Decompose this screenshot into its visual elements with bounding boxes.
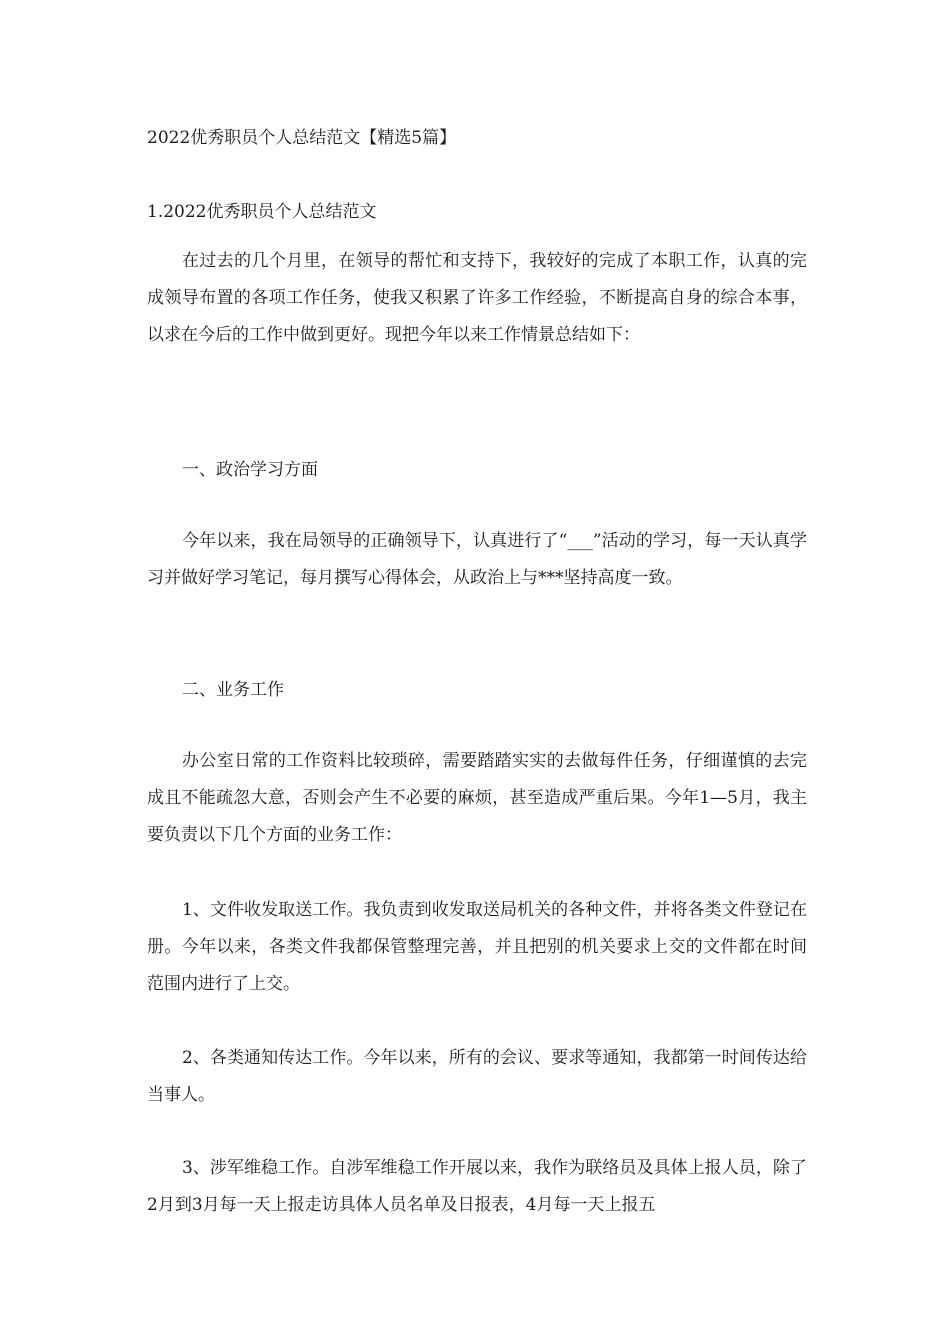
section-paragraph-business: 办公室日常的工作资料比较琐碎，需要踏踏实实的去做每件任务，仔细谨慎的去完成且不能疏忽大意，否则会产生不必要的麻烦，甚至造成严重后果。今年1—5月，我主要负责以下几个方面的业务工作： [147, 751, 807, 845]
intro-paragraph: 在过去的几个月里，在领导的帮忙和支持下，我较好的完成了本职工作，认真的完成领导布置的各项工作任务，使我又积累了许多工作经验，不断提高自身的综合本事，以求在今后的工作中做到更好。现把今年以来工作情景总结如下： [147, 251, 807, 345]
list-item-documents: 1、文件收发取送工作。我负责到收发取送局机关的各种文件，并将各类文件登记在册。今年以来，各类文件我都保管整理完善，并且把别的机关要求上交的文件都在时间范围内进行了上交。 [147, 900, 807, 994]
document-title: 2022优秀职员个人总结范文【精选5篇】 [147, 128, 457, 148]
list-item-stability: 3、涉军维稳工作。自涉军维稳工作开展以来，我作为联络员及具体上报人员，除了2月到3月每一天上报走访具体人员名单及日报表，4月每一天上报五 [147, 1158, 807, 1215]
section-paragraph-politics: 今年以来，我在局领导的正确领导下，认真进行了“___”活动的学习，每一天认真学习并做好学习笔记，每月撰写心得体会，从政治上与***坚持高度一致。 [147, 531, 807, 588]
section-heading-business: 二、业务工作 [182, 680, 284, 700]
document-subtitle: 1.2022优秀职员个人总结范文 [147, 202, 377, 222]
section-heading-politics: 一、政治学习方面 [182, 460, 318, 480]
list-item-notices: 2、各类通知传达工作。今年以来，所有的会议、要求等通知，我都第一时间传达给当事人。 [147, 1048, 807, 1105]
